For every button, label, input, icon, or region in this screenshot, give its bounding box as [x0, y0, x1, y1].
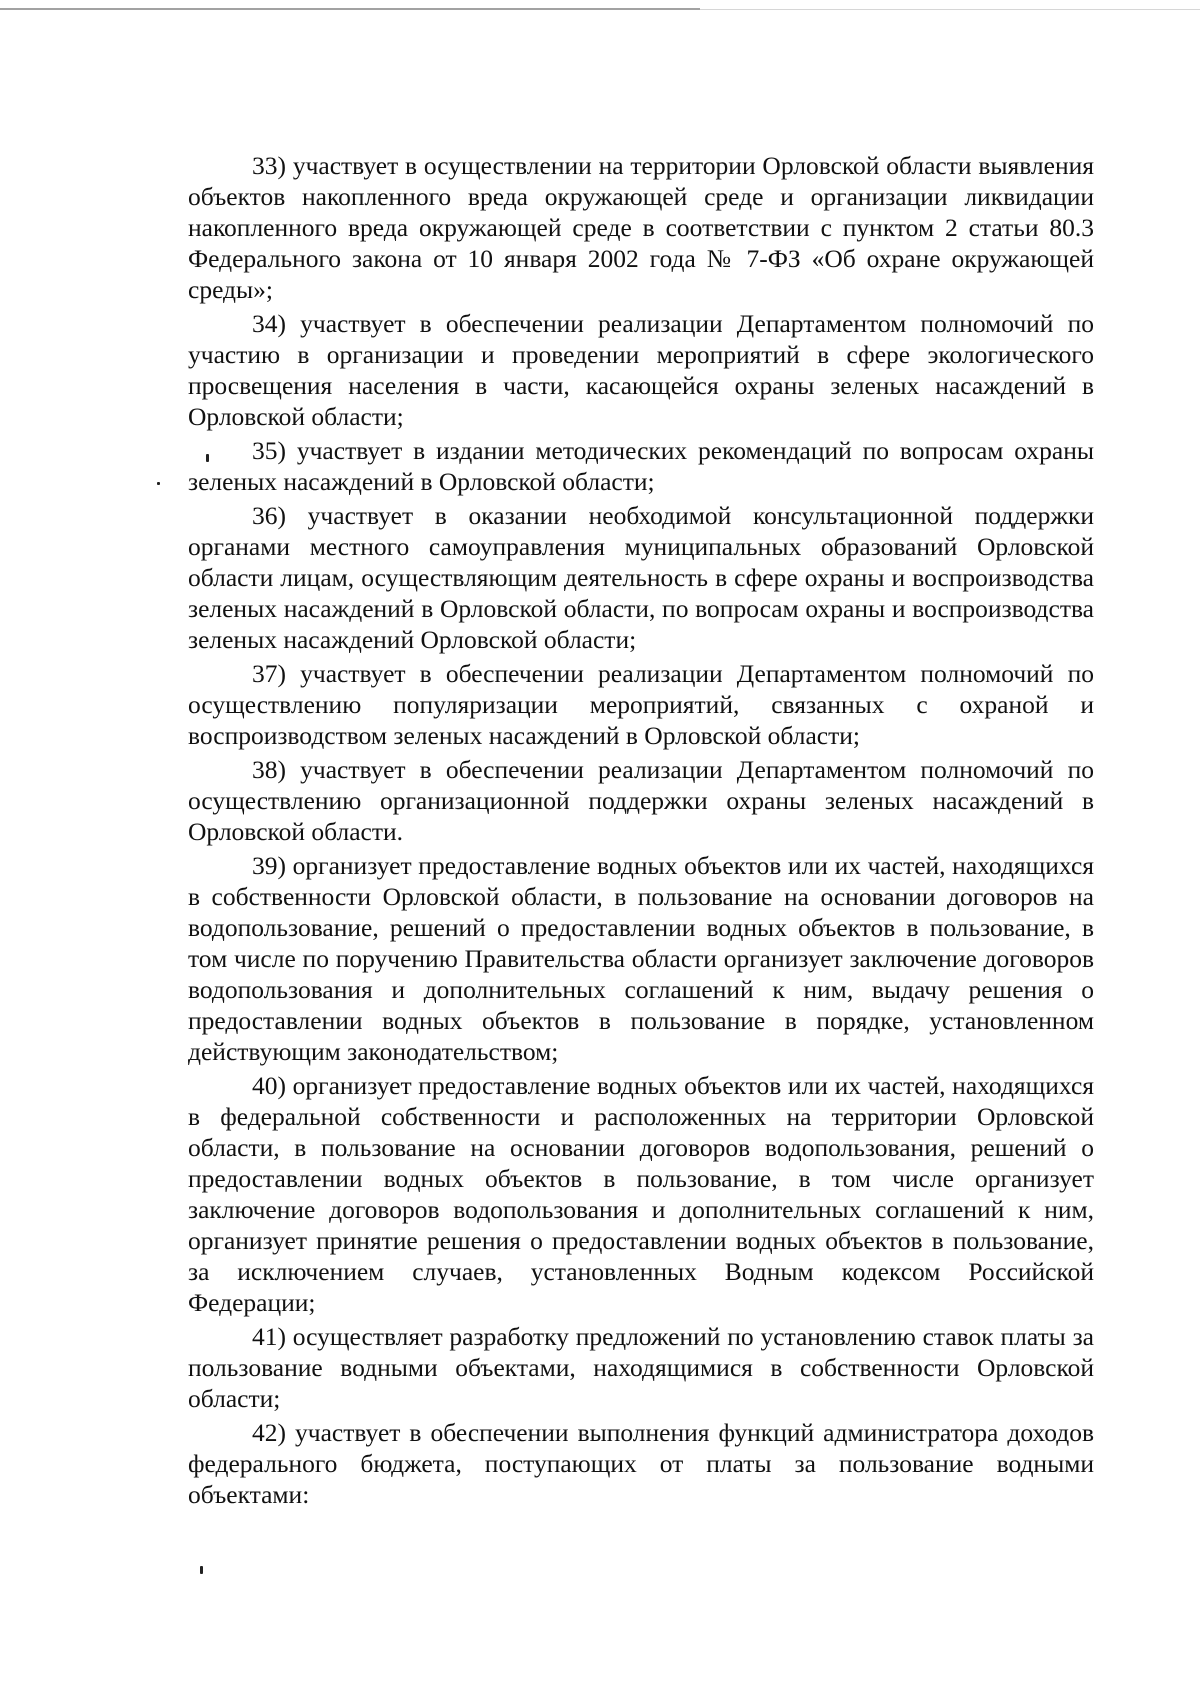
document-body — [188, 150, 1094, 1513]
scan-top-edge-line-faint — [700, 9, 1200, 10]
paragraph-38: 38) участвует в обеспечении реализации Департаментом полномочий по осуществлению организационной поддержки охраны зеленых насаждений в Орловской области. — [188, 755, 1094, 846]
paragraph-40: 40) организует предоставление водных объектов или их частей, находящихся в федеральной собственности и расположенных на территории Орловской области, в пользование на основании договоров водопользования, решений о предоставлении водных объектов в пользование, в том числе организует заключение договоров водопользования и дополнительных соглашений к ним, организует принятие решения о предоставлении водных объектов в пользование, за исключением случаев, установленных Водным кодексом Российской Федерации; — [188, 1071, 1094, 1317]
paragraph-35: 35) участвует в издании методических рекомендаций по вопросам охраны зеленых насаждений в Орловской области; — [188, 436, 1094, 496]
paragraph-41: 41) осуществляет разработку предложений по установлению ставок платы за пользование водными объектами, находящимися в собственности Орловской области; — [188, 1322, 1094, 1413]
paragraph-37: 37) участвует в обеспечении реализации Департаментом полномочий по осуществлению популяризации мероприятий, связанных с охраной и воспроизводством зеленых насаждений в Орловской области; — [188, 659, 1094, 750]
paragraph-34: 34) участвует в обеспечении реализации Департаментом полномочий по участию в организации и проведении мероприятий в сфере экологического просвещения населения в части, касающейся охраны зеленых насаждений в Орловской области; — [188, 309, 1094, 431]
scan-speck — [200, 1566, 203, 1574]
scan-top-edge-line — [0, 8, 700, 10]
paragraph-39: 39) организует предоставление водных объектов или их частей, находящихся в собственности Орловской области, в пользование на основании договоров на водопользование, решений о предоставлении водных объектов в пользование, в том числе по поручению Правительства области организует заключение договоров водопользования и дополнительных соглашений к ним, выдачу решения о предоставлении водных объектов в пользование в порядке, установленном действующим законодательством; — [188, 851, 1094, 1066]
paragraph-42: 42) участвует в обеспечении выполнения функций администратора доходов федерального бюджета, поступающих от платы за пользование водными объектами: — [188, 1418, 1094, 1509]
paragraph-36: 36) участвует в оказании необходимой консультационной поддержки органами местного самоуправления муниципальных образований Орловской области лицам, осуществляющим деятельность в сфере охраны и воспроизводства зеленых насаждений в Орловской области, по вопросам охраны и воспроизводства зеленых насаждений Орловской области; — [188, 501, 1094, 654]
paragraph-33: 33) участвует в осуществлении на территории Орловской области выявления объектов накопленного вреда окружающей среде и организации ликвидации накопленного вреда окружающей среде в соответствии с пунктом 2 статьи 80.3 Федерального закона от 10 января 2002 года № 7-ФЗ «Об охране окружающей среды»; — [188, 151, 1094, 304]
scan-speck — [157, 482, 160, 485]
